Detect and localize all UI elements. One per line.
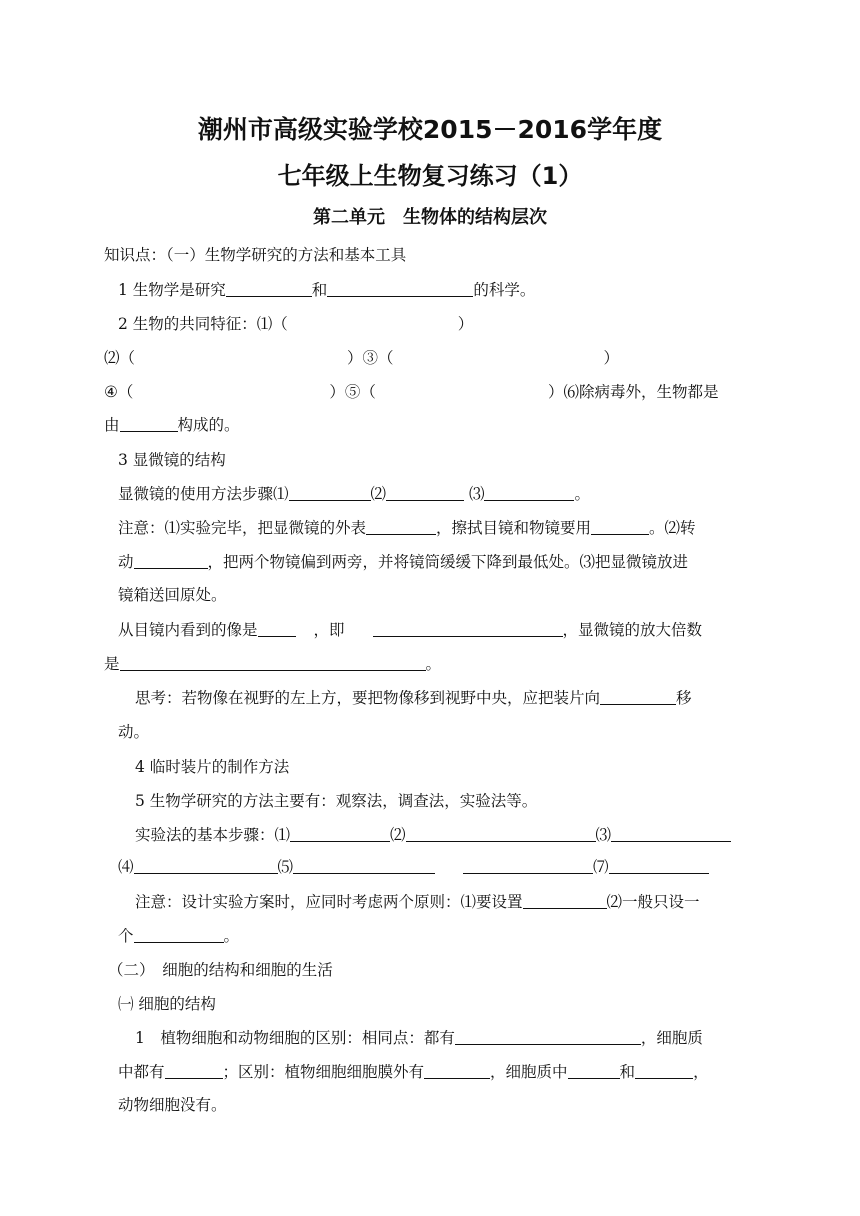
- question-3-heading: 3 显微镜的结构: [118, 451, 226, 469]
- q2-item-6: ⑹除病毒外，生物都是: [563, 383, 719, 401]
- q3-image-c: ，显微镜的放大倍数: [562, 621, 703, 639]
- q2-close: ）: [457, 315, 474, 333]
- q3-mag-a: 是: [104, 655, 120, 673]
- q2-item-3: ③（: [362, 349, 394, 367]
- q3-step-3: ⑶: [468, 485, 485, 503]
- q2-item-3-close: ）: [603, 349, 620, 367]
- blank[interactable]: [134, 927, 224, 943]
- q2-item-5: ⑤（: [344, 383, 376, 401]
- q5-note-b: ⑵一般只设一: [606, 893, 700, 911]
- blank[interactable]: [120, 416, 178, 432]
- q5-note-a: 注意：设计实验方案时，应同时考虑两个原则：⑴要设置: [135, 893, 523, 911]
- blank[interactable]: [386, 485, 464, 501]
- s2-q1-d: ；区别：植物细胞细胞膜外有: [222, 1063, 425, 1081]
- blank[interactable]: [611, 826, 731, 842]
- question-5-steps-2: [118, 857, 709, 877]
- blank[interactable]: [226, 281, 312, 297]
- blank[interactable]: [120, 655, 426, 671]
- s2-q1-g: ，: [693, 1063, 709, 1081]
- blank[interactable]: [293, 858, 435, 874]
- section-2-heading: （二） 细胞的结构和细胞的生活: [108, 961, 333, 979]
- title-line-2: 七年级上生物复习练习（1）: [277, 162, 583, 190]
- section-2-question-1: [135, 1028, 703, 1048]
- unit-title: 第二单元 生物体的结构层次: [313, 207, 547, 228]
- q5-step-3: ⑶: [595, 826, 612, 844]
- blank[interactable]: [484, 485, 574, 501]
- q2-item-5-close: ）: [547, 383, 564, 401]
- q5-note2-a: 个: [118, 927, 134, 945]
- question-3-image: [118, 620, 702, 640]
- q2-item-6-c: 构成的。: [177, 416, 240, 434]
- question-2-line-2: [104, 348, 619, 368]
- blank[interactable]: [591, 519, 649, 535]
- blank[interactable]: [165, 1063, 223, 1079]
- q5-step-4: ⑷: [118, 858, 134, 876]
- q2-lead: 2 生物的共同特征：⑴（: [118, 315, 288, 333]
- title-line-1: 潮州市高级实验学校2015－2016学年度: [197, 115, 663, 144]
- blank[interactable]: [134, 553, 208, 569]
- q3-steps-text: 显微镜的使用方法步骤⑴: [118, 485, 289, 503]
- q3-note2-b: ，把两个物镜偏到两旁，并将镜筒缓缓下降到最低处。⑶把显微镜放进: [207, 553, 689, 571]
- q2-item-4-close: ）: [329, 383, 345, 401]
- blank[interactable]: [424, 1063, 490, 1079]
- s2-q1-a: 1 植物细胞和动物细胞的区别：相同点：都有: [135, 1029, 455, 1047]
- q2-item-2: ⑵（: [104, 349, 136, 367]
- q5-step-7: ⑺: [593, 858, 609, 876]
- s2-q1-b: ，细胞质: [640, 1029, 703, 1047]
- q3-note-a: 注意：⑴实验完毕，把显微镜的外表: [118, 519, 367, 537]
- section-2-question-1-line-3: 动物细胞没有。: [118, 1096, 227, 1114]
- q3-image-b: ，即: [313, 621, 345, 639]
- question-5-note-2: [118, 926, 239, 946]
- blank[interactable]: [455, 1029, 641, 1045]
- q2-item-4: ④（: [104, 383, 134, 401]
- question-3-note: [118, 518, 696, 538]
- question-1: [118, 280, 535, 300]
- question-4-heading: 4 临时装片的制作方法: [135, 758, 290, 776]
- section-2-subheading: ㈠ 细胞的结构: [118, 995, 216, 1013]
- question-5-steps: [135, 825, 731, 845]
- q1-text-c: 的科学。: [473, 281, 536, 299]
- section-2-question-1-line-2: [118, 1062, 709, 1082]
- blank[interactable]: [373, 621, 563, 637]
- q5-step-2: ⑵: [390, 826, 406, 844]
- blank[interactable]: [258, 621, 296, 637]
- blank[interactable]: [406, 826, 596, 842]
- question-3-note-2: [118, 552, 688, 572]
- question-5-note: [135, 892, 700, 912]
- q5-step-5: ⑸: [277, 858, 294, 876]
- question-2: [118, 314, 473, 334]
- blank[interactable]: [134, 858, 278, 874]
- blank[interactable]: [523, 893, 607, 909]
- blank[interactable]: [463, 858, 593, 874]
- q3-note2-a: 动: [118, 553, 134, 571]
- q2-item-6-b: 由: [104, 416, 120, 434]
- q3-note-b: ，擦拭目镜和物镜要用: [436, 519, 592, 537]
- q3-note-c: 。⑵转: [649, 519, 696, 537]
- question-2-line-3: [104, 382, 718, 402]
- s2-q1-c: 中都有: [118, 1063, 165, 1081]
- s2-q1-e: ，细胞质中: [490, 1063, 568, 1081]
- q1-text-b: 和: [311, 281, 328, 299]
- q5-note2-b: 。: [223, 927, 240, 945]
- question-2-line-4: [104, 415, 240, 435]
- s2-q1-f: 和: [619, 1063, 636, 1081]
- blank[interactable]: [609, 858, 709, 874]
- blank[interactable]: [327, 281, 473, 297]
- q3-step-2: ⑵: [370, 485, 387, 503]
- q5-steps-text: 实验法的基本步骤：⑴: [135, 826, 291, 844]
- q1-text-a: 1 生物学是研究: [118, 281, 226, 299]
- q2-item-2-close: ）: [347, 349, 363, 367]
- blank[interactable]: [600, 689, 676, 705]
- question-3-think-2: 动。: [118, 723, 150, 741]
- q3-think-b: 移: [676, 689, 692, 707]
- question-5-heading: 5 生物学研究的方法主要有：观察法，调查法，实验法等。: [135, 792, 538, 810]
- q3-mag-b: 。: [425, 655, 442, 673]
- blank[interactable]: [568, 1063, 620, 1079]
- blank[interactable]: [290, 826, 390, 842]
- question-3-steps: [118, 484, 590, 504]
- blank[interactable]: [366, 519, 436, 535]
- knowledge-heading: 知识点：（一）生物学研究的方法和基本工具: [104, 246, 407, 264]
- q3-think-a: 思考：若物像在视野的左上方，要把物像移到视野中央，应把装片向: [135, 689, 601, 707]
- q3-image-a: 从目镜内看到的像是: [118, 621, 258, 639]
- blank[interactable]: [289, 485, 371, 501]
- question-3-think: [135, 688, 692, 708]
- q3-end: 。: [574, 485, 590, 503]
- question-3-magnification: [104, 654, 441, 674]
- blank[interactable]: [635, 1063, 693, 1079]
- question-3-note-3: 镜箱送回原处。: [118, 586, 227, 604]
